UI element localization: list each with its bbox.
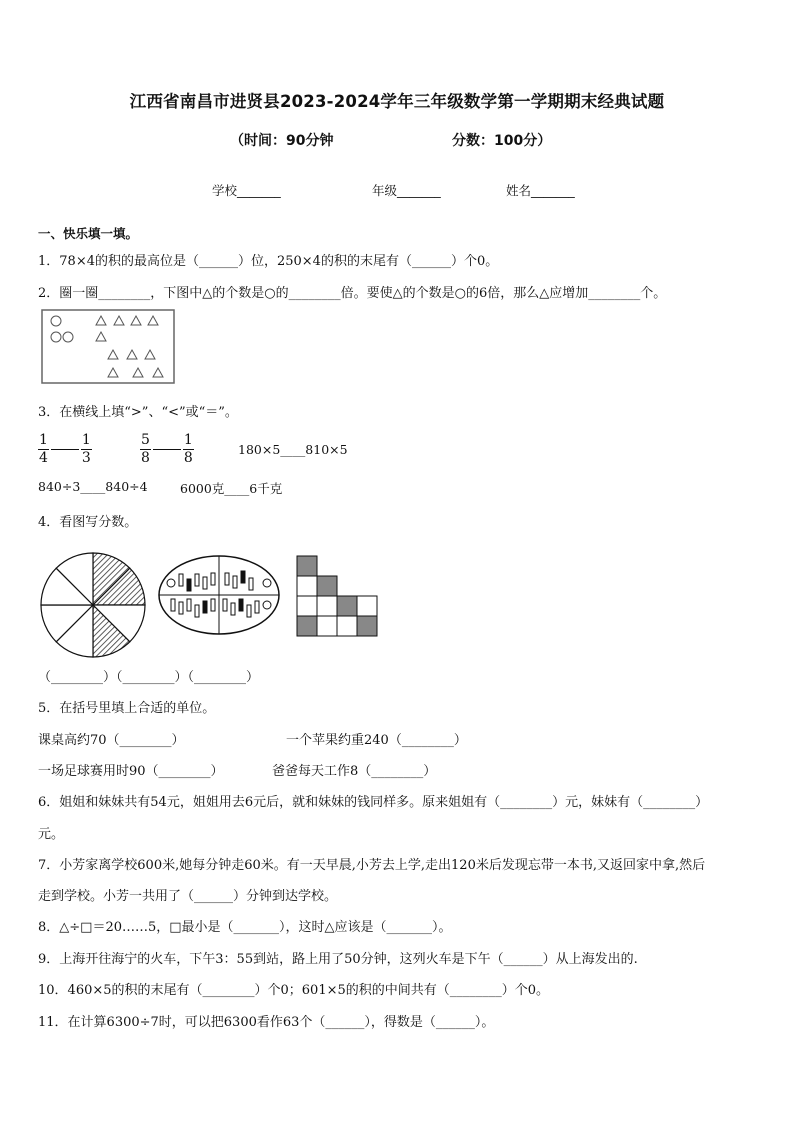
name-field: 姓名_______ [506, 183, 575, 198]
grade-field: 年级_______ [372, 183, 441, 198]
answer-blank-2: （________） [116, 670, 188, 685]
compare-180x5: 180×5____810×5 [238, 442, 348, 457]
fraction-1-8: $\frac{1}{8}$ [183, 432, 193, 466]
exam-score: 分数：100分） [452, 133, 552, 149]
fraction-5-8: $\frac{5}{8}$ [141, 432, 150, 466]
question-9: 9．上海开往海宁的火车，下午3：55到站，路上用了50分钟，这列火车是下午（______）从上海发出的. [38, 952, 638, 967]
exam-time: （时间：90分钟 [230, 133, 334, 149]
question-11: 11．在计算6300÷7时，可以把6300看作63个（______），得数是（______）。 [38, 1015, 495, 1030]
question-2: 2．圈一圈________，下图中△的个数是○的________倍。要使△的个数是○的6倍，那么△应增加________个。 [38, 286, 667, 301]
question-4: 4．看图写分数。 [38, 515, 138, 530]
grid-figure [296, 555, 378, 637]
oval-figure [157, 553, 281, 637]
question-1: 1．78×4的积的最高位是（______）位，250×4的积的末尾有（______）个0。 [38, 254, 499, 269]
blank-line [51, 449, 79, 450]
question-6: 6．姐姐和妹妹共有54元，姐姐用去6元后，就和妹妹的钱同样多。原来姐姐有（________）元，妹妹有（________） [38, 795, 709, 810]
answer-blank-3: （________） [187, 670, 260, 685]
question-5a: 课桌高约70（________） [38, 733, 185, 748]
circle-triangle-figure [41, 309, 175, 385]
question-5: 5．在括号里填上合适的单位。 [38, 701, 216, 716]
school-field: 学校_______ [212, 183, 281, 198]
compare-row-2 [140, 432, 194, 467]
question-5d: 爸爸每天工作8（________） [272, 764, 437, 779]
page-title: 江西省南昌市进贤县2023-2024学年三年级数学第一学期期末经典试题 [129, 92, 665, 111]
question-7-cont: 走到学校。小芳一共用了（______）分钟到达学校。 [38, 889, 338, 904]
figure-answers [38, 666, 259, 685]
pie-circle-figure [38, 550, 148, 660]
question-6-cont: 元。 [38, 827, 65, 842]
compare-6000g: 6000克____6千克 [180, 481, 283, 496]
question-7: 7．小芳家离学校600米,她每分钟走60米。有一天早晨,小芳去上学,走出120米后发现忘带一本书,又返回家中拿,然后 [38, 858, 706, 873]
blank-line [153, 449, 181, 450]
answer-blank-1: （________） [38, 670, 117, 685]
fraction-1-4: $\frac{1}{4}$ [39, 432, 48, 466]
compare-840div3: 840÷3____840÷4 [38, 479, 148, 494]
section-title: 一、快乐填一填。 [38, 226, 139, 241]
question-8: 8．△÷□＝20……5，□最小是（_______），这时△应该是（_______）。 [38, 920, 452, 935]
question-5c: 一场足球赛用时90（________） [38, 764, 224, 779]
question-3: 3．在横线上填“>”、“<”或“＝”。 [38, 405, 238, 420]
question-10: 10．460×5的积的末尾有（________）个0；601×5的积的中间共有（________）个0。 [38, 983, 550, 998]
compare-row-1 [38, 432, 92, 467]
question-5b: 一个苹果约重240（________） [286, 733, 467, 748]
fraction-1-3: $\frac{1}{3}$ [81, 432, 91, 466]
